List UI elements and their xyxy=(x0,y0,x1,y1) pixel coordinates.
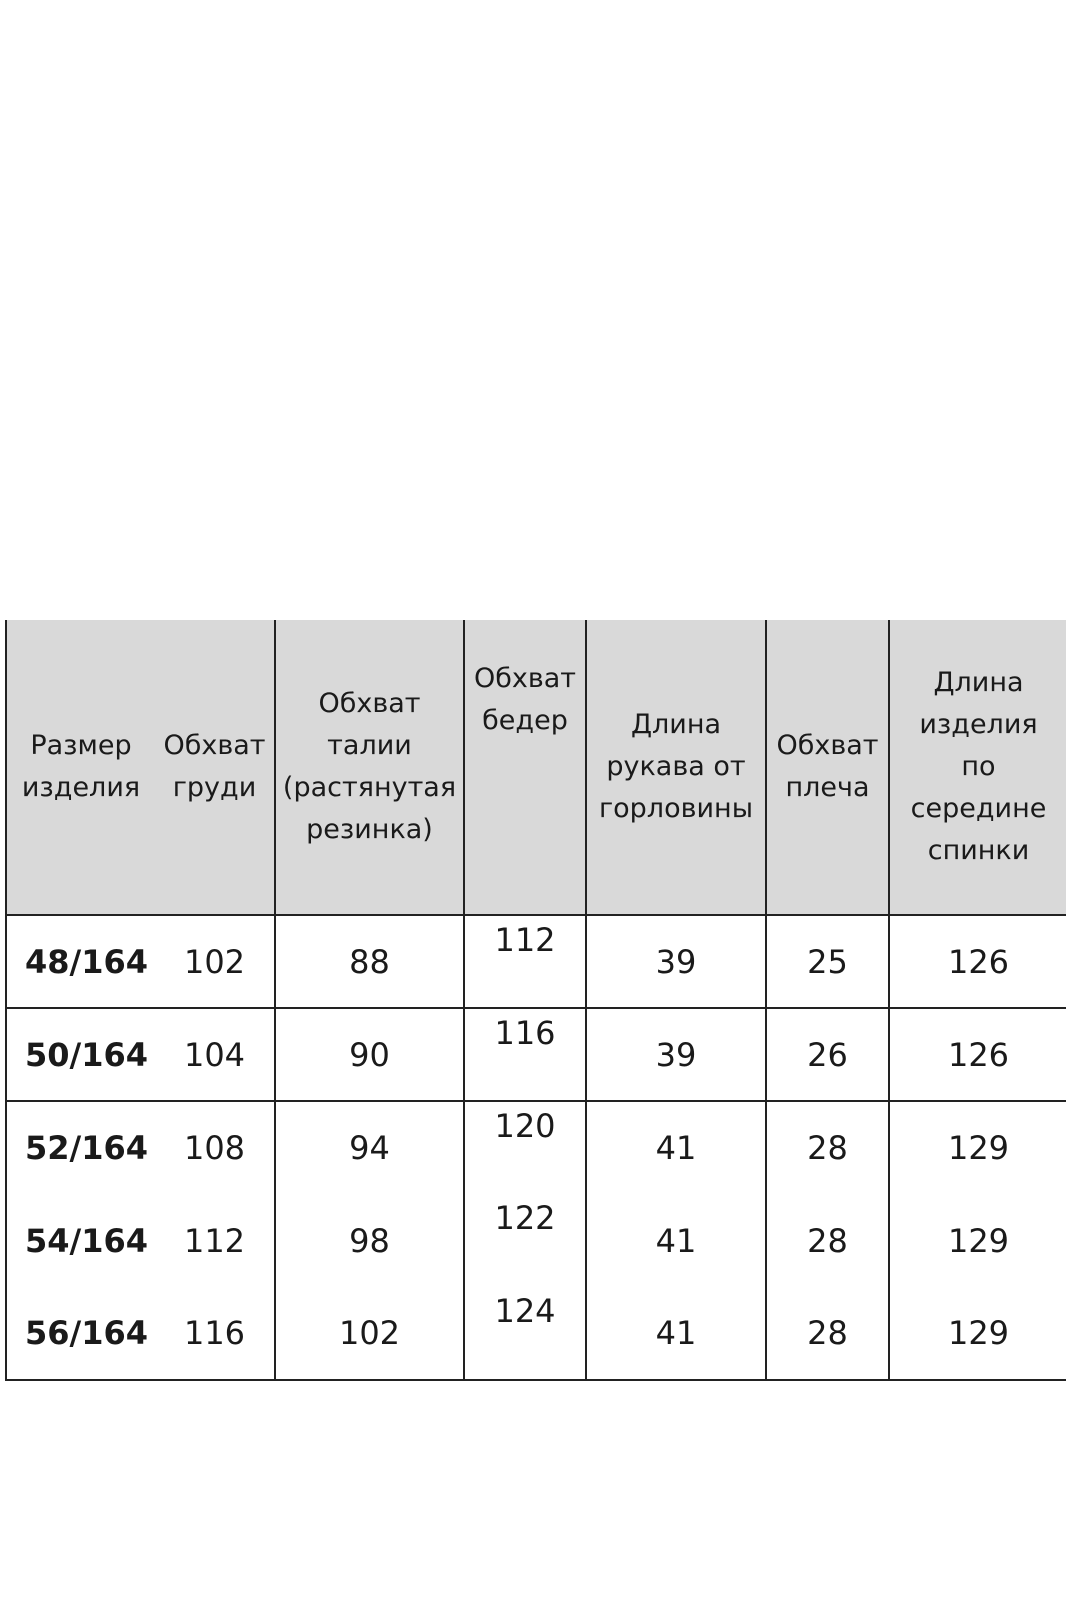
hips-value: 122 xyxy=(464,1194,586,1287)
shoulder-value: 26 xyxy=(766,1008,889,1101)
length-value: 126 xyxy=(889,1008,1066,1101)
size-value: 52/164 xyxy=(25,1129,149,1167)
sleeve-value: 41 xyxy=(586,1287,766,1380)
header-sleeve: Длина рукава от горловины xyxy=(586,620,766,915)
header-chest: Обхват груди xyxy=(163,730,266,803)
waist-value: 102 xyxy=(275,1287,464,1380)
sleeve-value: 39 xyxy=(586,915,766,1008)
length-value: 129 xyxy=(889,1194,1066,1287)
length-value: 126 xyxy=(889,915,1066,1008)
table-row xyxy=(6,1008,1066,1101)
chest-value: 112 xyxy=(183,1221,246,1260)
shoulder-value: 28 xyxy=(766,1101,889,1194)
size-chest-cell xyxy=(6,1287,275,1380)
waist-value: 94 xyxy=(275,1101,464,1194)
table-row xyxy=(6,1287,1066,1380)
table-row xyxy=(6,1101,1066,1194)
length-value: 129 xyxy=(889,1287,1066,1380)
hips-value: 120 xyxy=(464,1101,586,1194)
header-waist: Обхват талии (растянутая резинка) xyxy=(275,620,464,915)
length-value: 129 xyxy=(889,1101,1066,1194)
sleeve-value: 41 xyxy=(586,1194,766,1287)
size-value: 48/164 xyxy=(25,942,149,981)
size-value: 50/164 xyxy=(25,1035,149,1074)
size-chest-cell xyxy=(6,1008,275,1101)
header-size: Размер изделия xyxy=(21,730,141,803)
shoulder-value: 28 xyxy=(766,1194,889,1287)
header-hips: Обхват бедер xyxy=(464,620,586,915)
size-value: 56/164 xyxy=(25,1314,149,1352)
table-row xyxy=(6,1194,1066,1287)
header-size-chest xyxy=(6,620,275,915)
hips-value: 112 xyxy=(464,915,586,1008)
chest-value: 116 xyxy=(183,1314,246,1352)
hips-value: 124 xyxy=(464,1287,586,1380)
header-row xyxy=(6,620,1066,915)
size-chest-cell xyxy=(6,1101,275,1194)
chest-value: 102 xyxy=(183,942,246,981)
shoulder-value: 25 xyxy=(766,915,889,1008)
table-row xyxy=(6,915,1066,1008)
chest-value: 104 xyxy=(183,1035,246,1074)
size-chest-cell xyxy=(6,915,275,1008)
shoulder-value: 28 xyxy=(766,1287,889,1380)
waist-value: 90 xyxy=(275,1008,464,1101)
hips-value: 116 xyxy=(464,1008,586,1101)
size-chart-table xyxy=(5,620,1066,1381)
size-value: 54/164 xyxy=(25,1221,149,1260)
size-chest-cell xyxy=(6,1194,275,1287)
header-length: Длина изделия по середине спинки xyxy=(889,620,1066,915)
waist-value: 88 xyxy=(275,915,464,1008)
sleeve-value: 41 xyxy=(586,1101,766,1194)
waist-value: 98 xyxy=(275,1194,464,1287)
sleeve-value: 39 xyxy=(586,1008,766,1101)
chest-value: 108 xyxy=(183,1129,246,1167)
header-shoulder: Обхват плеча xyxy=(766,620,889,915)
